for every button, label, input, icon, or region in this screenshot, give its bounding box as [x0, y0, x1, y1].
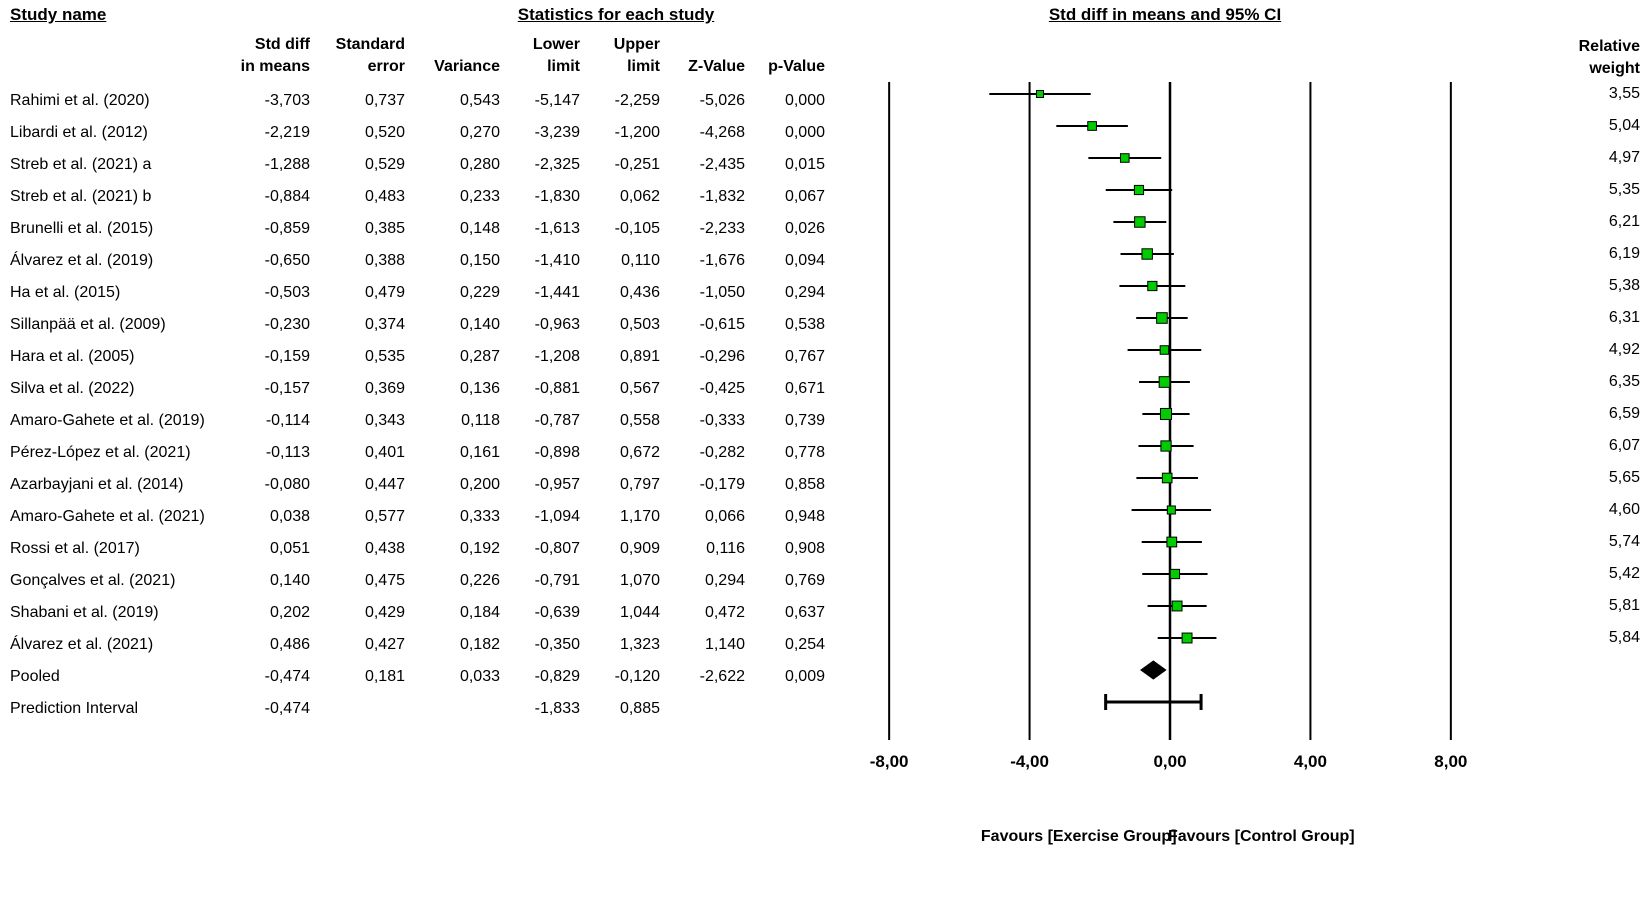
cell-z: [670, 693, 755, 725]
cell-lower: -1,208: [534, 348, 580, 366]
cell-study: Pérez-López et al. (2021): [10, 444, 191, 462]
cell-var: 0,182: [459, 636, 500, 654]
relative-weight-value: 6,31: [1608, 309, 1640, 326]
cell-study: Libardi et al. (2012): [10, 124, 148, 142]
x-axis-tick-label: 4,00: [1293, 752, 1327, 771]
cell-p: 0,254: [784, 636, 825, 654]
cell-var: 0,200: [459, 476, 500, 494]
cell-sdm: -0,474: [264, 700, 310, 718]
cell-lower: -0,791: [534, 572, 580, 590]
cell-p: 0,000: [784, 92, 825, 110]
cell-upper: -0,105: [614, 220, 660, 238]
forest-row: [989, 91, 1090, 98]
cell-se: 0,483: [364, 188, 405, 206]
cell-p: 0,739: [784, 412, 825, 430]
relative-weight-value: [1530, 686, 1640, 718]
column-header-standard-error-line2: error: [367, 57, 405, 75]
table-row: [0, 533, 835, 565]
table-row: [0, 629, 835, 661]
column-header-standard-error: [320, 34, 415, 85]
prediction-interval-bar: [1106, 694, 1201, 710]
cell-p: 0,637: [784, 604, 825, 622]
cell-var: 0,270: [459, 124, 500, 142]
cell-lower: -2,325: [534, 156, 580, 174]
column-header-z-value: [670, 34, 755, 85]
column-header-std-diff: [225, 34, 320, 85]
relative-weight-value: 6,21: [1608, 213, 1640, 230]
table-row: [0, 245, 835, 277]
forest-row: [1119, 281, 1185, 290]
cell-lower: -0,807: [534, 540, 580, 558]
forest-row: [1158, 633, 1217, 643]
cell-sdm: -0,859: [264, 220, 310, 238]
cell-sdm: -0,474: [264, 668, 310, 686]
cell-se: 0,427: [364, 636, 405, 654]
cell-p: 0,671: [784, 380, 825, 398]
cell-se: 0,737: [364, 92, 405, 110]
cell-var: 0,287: [459, 348, 500, 366]
relative-weight-value: 5,84: [1608, 629, 1640, 646]
column-header-p-value: [755, 34, 835, 85]
study-name-header: Study name: [10, 5, 107, 24]
cell-sdm: 0,051: [269, 540, 310, 558]
cell-upper: 0,567: [619, 380, 660, 398]
forest-plot-area: [840, 78, 1500, 758]
cell-p: 0,778: [784, 444, 825, 462]
cell-lower: -0,829: [534, 668, 580, 686]
cell-sdm: -0,503: [264, 284, 310, 302]
cell-sdm: -2,219: [264, 124, 310, 142]
column-header-lower-limit-line1: Lower: [532, 36, 580, 53]
cell-sdm: -1,288: [264, 156, 310, 174]
cell-se: 0,343: [364, 412, 405, 430]
table-row: [0, 405, 835, 437]
cell-p: 0,067: [784, 188, 825, 206]
cell-upper: 0,891: [619, 348, 660, 366]
x-axis-tick-label: 0,00: [1153, 752, 1187, 771]
x-axis-tick-label: -8,00: [869, 752, 909, 771]
cell-upper: 1,170: [619, 508, 660, 526]
effect-marker: [1157, 313, 1168, 324]
column-header-z-value-line2: Z-Value: [688, 57, 745, 75]
cell-sdm: -0,157: [264, 380, 310, 398]
table-row: [0, 117, 835, 149]
cell-sdm: 0,486: [269, 636, 310, 654]
cell-z: 0,472: [704, 604, 745, 622]
cell-study: Amaro-Gahete et al. (2021): [10, 508, 205, 526]
cell-study: Amaro-Gahete et al. (2019): [10, 412, 205, 430]
cell-study: Álvarez et al. (2021): [10, 636, 154, 654]
cell-p: 0,294: [784, 284, 825, 302]
forest-row: [1138, 441, 1193, 451]
effect-marker: [1142, 249, 1152, 259]
statistics-table-wrapper: [0, 34, 840, 725]
cell-study: Streb et al. (2021) b: [10, 188, 152, 206]
plot-title-header: Std diff in means and 95% CI: [1048, 5, 1282, 24]
cell-study: Rossi et al. (2017): [10, 540, 140, 558]
statistics-table-body: [0, 85, 835, 725]
relative-weight-value: 5,74: [1608, 533, 1640, 550]
table-row: [0, 309, 835, 341]
forest-row: [1136, 473, 1198, 483]
table-row: [0, 373, 835, 405]
cell-sdm: 0,140: [269, 572, 310, 590]
x-axis-tick-labels: [840, 752, 1500, 782]
relative-weight-value: 3,55: [1608, 85, 1640, 102]
column-header-upper-limit-line2: limit: [627, 57, 660, 75]
cell-lower: -0,787: [534, 412, 580, 430]
cell-sdm: -0,230: [264, 316, 310, 334]
cell-var: 0,192: [459, 540, 500, 558]
cell-var: 0,148: [459, 220, 500, 238]
cell-z: -0,282: [699, 444, 745, 462]
cell-z: -4,268: [699, 124, 745, 142]
effect-marker: [1160, 346, 1169, 355]
cell-z: 0,066: [704, 508, 745, 526]
cell-upper: -0,251: [614, 156, 660, 174]
cell-sdm: -0,113: [265, 444, 310, 462]
cell-lower: -0,350: [534, 636, 580, 654]
cell-var: 0,226: [459, 572, 500, 590]
relative-weight-value: 5,38: [1608, 277, 1640, 294]
cell-lower: -0,898: [534, 444, 580, 462]
relative-weight-value: 6,35: [1608, 373, 1640, 390]
cell-z: -0,333: [699, 412, 745, 430]
cell-study: Ha et al. (2015): [10, 284, 121, 302]
cell-lower: -0,963: [534, 316, 580, 334]
cell-var: 0,136: [459, 380, 500, 398]
cell-se: 0,475: [364, 572, 405, 590]
cell-upper: 0,436: [619, 284, 660, 302]
cell-p: 0,767: [784, 348, 825, 366]
cell-lower: -1,830: [534, 188, 580, 206]
column-header-std-diff-line2: in means: [240, 57, 310, 75]
cell-lower: -1,410: [534, 252, 580, 270]
relative-weight-value: 4,97: [1608, 149, 1640, 166]
cell-sdm: -0,650: [264, 252, 310, 270]
cell-lower: -0,881: [534, 380, 580, 398]
cell-var: 0,229: [459, 284, 500, 302]
column-header-variance-line2: Variance: [434, 57, 500, 75]
relative-weight-value: [1530, 654, 1640, 686]
cell-z: -0,615: [699, 316, 745, 334]
cell-study: Silva et al. (2022): [10, 380, 135, 398]
cell-upper: 0,503: [619, 316, 660, 334]
cell-lower: -1,441: [534, 284, 580, 302]
cell-p: 0,858: [784, 476, 825, 494]
cell-study: Streb et al. (2021) a: [10, 156, 152, 174]
column-header-std-diff-line1: Std diff: [254, 36, 310, 53]
effect-marker: [1161, 441, 1171, 451]
relative-weight-header-line1: Relative: [1578, 38, 1640, 55]
effect-marker: [1167, 506, 1175, 514]
cell-lower: -1,613: [534, 220, 580, 238]
cell-se: 0,520: [364, 124, 405, 142]
statistics-header: Statistics for each study: [517, 5, 715, 24]
forest-row: [1139, 377, 1190, 388]
effect-marker: [1167, 537, 1177, 547]
forest-row: [1121, 249, 1174, 259]
x-axis-tick-label: -4,00: [1010, 752, 1049, 771]
cell-z: 0,116: [706, 540, 745, 558]
cell-study: Álvarez et al. (2019): [10, 252, 154, 270]
cell-z: -1,676: [699, 252, 745, 270]
relative-weight-value: 4,60: [1608, 501, 1640, 518]
forest-row: [1132, 506, 1211, 514]
forest-row: [1106, 185, 1172, 194]
cell-p: 0,000: [784, 124, 825, 142]
cell-z: -2,435: [699, 156, 745, 174]
cell-se: 0,369: [364, 380, 405, 398]
cell-study: Gonçalves et al. (2021): [10, 572, 176, 590]
cell-lower: -1,833: [534, 700, 580, 718]
column-header-upper-limit-line1: Upper: [613, 36, 660, 53]
cell-var: [415, 693, 510, 725]
table-row: [0, 501, 835, 533]
relative-weight-value: 5,35: [1608, 181, 1640, 198]
cell-upper: 0,672: [619, 444, 660, 462]
cell-se: [320, 693, 415, 725]
cell-upper: 0,558: [619, 412, 660, 430]
x-axis-tick-label: 8,00: [1434, 752, 1468, 771]
cell-upper: 0,797: [619, 476, 660, 494]
cell-var: 0,150: [459, 252, 500, 270]
effect-marker: [1134, 185, 1143, 194]
effect-marker: [1120, 154, 1129, 163]
cell-z: 0,294: [704, 572, 745, 590]
cell-upper: 1,044: [619, 604, 660, 622]
relative-weight-header-line2: weight: [1589, 59, 1640, 77]
table-header-row: [0, 34, 835, 85]
cell-se: 0,181: [364, 668, 405, 686]
cell-var: 0,333: [459, 508, 500, 526]
cell-study: Rahimi et al. (2020): [10, 92, 150, 110]
relative-weight-value: 6,19: [1608, 245, 1640, 262]
cell-study: Shabani et al. (2019): [10, 604, 159, 622]
cell-se: 0,388: [364, 252, 405, 270]
cell-lower: -0,957: [534, 476, 580, 494]
relative-weight-value: 5,65: [1608, 469, 1640, 486]
cell-z: -0,179: [699, 476, 745, 494]
cell-var: 0,184: [459, 604, 500, 622]
cell-study: Pooled: [10, 668, 60, 686]
cell-z: -0,296: [699, 348, 745, 366]
pooled-effect-diamond: [1141, 661, 1166, 679]
cell-sdm: -0,080: [264, 476, 310, 494]
forest-row: [1136, 313, 1187, 324]
cell-se: 0,535: [364, 348, 405, 366]
forest-row: [1056, 122, 1128, 131]
cell-lower: -5,147: [534, 92, 580, 110]
cell-z: -1,050: [699, 284, 745, 302]
forest-row: [1113, 217, 1166, 227]
cell-z: -2,233: [699, 220, 745, 238]
cell-p: 0,908: [784, 540, 825, 558]
effect-marker: [1170, 569, 1179, 578]
forest-row: [1142, 408, 1189, 419]
cell-var: 0,033: [459, 668, 500, 686]
cell-study: Hara et al. (2005): [10, 348, 135, 366]
cell-study: Prediction Interval: [10, 700, 139, 718]
cell-upper: 0,909: [619, 540, 660, 558]
cell-upper: -1,200: [614, 124, 660, 142]
cell-upper: 1,323: [619, 636, 660, 654]
effect-marker: [1162, 473, 1172, 483]
effect-marker: [1148, 281, 1157, 290]
table-row: [0, 437, 835, 469]
table-row: [0, 277, 835, 309]
cell-lower: -1,094: [534, 508, 580, 526]
cell-var: 0,140: [459, 316, 500, 334]
column-header-p-value-line2: p-Value: [768, 57, 825, 75]
cell-p: 0,015: [784, 156, 825, 174]
cell-sdm: -0,884: [264, 188, 310, 206]
relative-weight-header: [1530, 36, 1640, 79]
forest-row: [1088, 154, 1161, 163]
cell-se: 0,438: [364, 540, 405, 558]
cell-upper: 0,062: [619, 188, 660, 206]
cell-var: 0,161: [459, 444, 500, 462]
relative-weight-value: 6,59: [1608, 405, 1640, 422]
cell-se: 0,401: [364, 444, 405, 462]
cell-z: -2,622: [699, 668, 745, 686]
cell-p: 0,538: [784, 316, 825, 334]
cell-var: 0,280: [459, 156, 500, 174]
cell-p: 0,094: [784, 252, 825, 270]
cell-se: 0,374: [364, 316, 405, 334]
cell-upper: 0,110: [621, 252, 660, 270]
cell-p: [755, 693, 835, 725]
column-header-variance: [415, 34, 510, 85]
cell-se: 0,577: [364, 508, 405, 526]
cell-lower: -3,239: [534, 124, 580, 142]
relative-weight-value: 6,07: [1608, 437, 1640, 454]
effect-marker: [1037, 91, 1044, 98]
forest-row: [1142, 537, 1202, 547]
table-row: [0, 597, 835, 629]
effect-marker: [1135, 217, 1145, 227]
relative-weight-value: 5,81: [1608, 597, 1640, 614]
cell-se: 0,429: [364, 604, 405, 622]
column-header-standard-error-line1: Standard: [335, 36, 405, 53]
effect-marker: [1182, 633, 1192, 643]
relative-weight-column: [1530, 78, 1640, 718]
cell-upper: 1,070: [619, 572, 660, 590]
relative-weight-value: 5,42: [1608, 565, 1640, 582]
table-row: [0, 693, 835, 725]
column-header-study: [0, 34, 225, 85]
table-row: [0, 341, 835, 373]
table-row: [0, 565, 835, 597]
cell-var: 0,118: [461, 412, 500, 430]
table-row: [0, 85, 835, 117]
cell-z: -0,425: [699, 380, 745, 398]
relative-weight-value: 4,92: [1608, 341, 1640, 358]
relative-weight-value: 5,04: [1608, 117, 1640, 134]
cell-se: 0,479: [364, 284, 405, 302]
forest-plot-svg: [840, 78, 1500, 758]
effect-marker: [1159, 377, 1170, 388]
cell-p: 0,769: [784, 572, 825, 590]
cell-sdm: -0,114: [265, 412, 310, 430]
cell-study: Sillanpää et al. (2009): [10, 316, 166, 334]
cell-upper: -2,259: [614, 92, 660, 110]
column-header-lower-limit-line2: limit: [547, 57, 580, 75]
cell-se: 0,529: [364, 156, 405, 174]
favours-right-label: Favours [Control Group]: [1167, 828, 1355, 845]
effect-marker: [1172, 601, 1182, 611]
cell-sdm: 0,202: [269, 604, 310, 622]
cell-se: 0,447: [364, 476, 405, 494]
cell-z: -1,832: [699, 188, 745, 206]
cell-upper: 0,885: [619, 700, 660, 718]
column-header-upper-limit: [590, 34, 670, 85]
cell-lower: -0,639: [534, 604, 580, 622]
table-row: [0, 469, 835, 501]
cell-sdm: 0,038: [269, 508, 310, 526]
table-row: [0, 149, 835, 181]
table-row: [0, 213, 835, 245]
cell-var: 0,543: [459, 92, 500, 110]
table-row: [0, 181, 835, 213]
cell-z: 1,140: [704, 636, 745, 654]
effect-marker: [1088, 122, 1097, 131]
table-row: [0, 661, 835, 693]
cell-sdm: -0,159: [264, 348, 310, 366]
cell-var: 0,233: [459, 188, 500, 206]
forest-row: [1128, 346, 1202, 355]
cell-upper: -0,120: [614, 668, 660, 686]
favours-left-label: Favours [Exercise Group]: [980, 828, 1177, 845]
cell-p: 0,948: [784, 508, 825, 526]
forest-row: [1142, 569, 1207, 578]
statistics-table: [0, 34, 835, 725]
cell-study: Azarbayjani et al. (2014): [10, 476, 184, 494]
cell-se: 0,385: [364, 220, 405, 238]
effect-marker: [1160, 408, 1171, 419]
cell-p: 0,026: [784, 220, 825, 238]
cell-p: 0,009: [784, 668, 825, 686]
forest-row: [1148, 601, 1207, 611]
cell-study: Brunelli et al. (2015): [10, 220, 154, 238]
cell-z: -5,026: [699, 92, 745, 110]
cell-sdm: -3,703: [264, 92, 310, 110]
column-header-lower-limit: [510, 34, 590, 85]
